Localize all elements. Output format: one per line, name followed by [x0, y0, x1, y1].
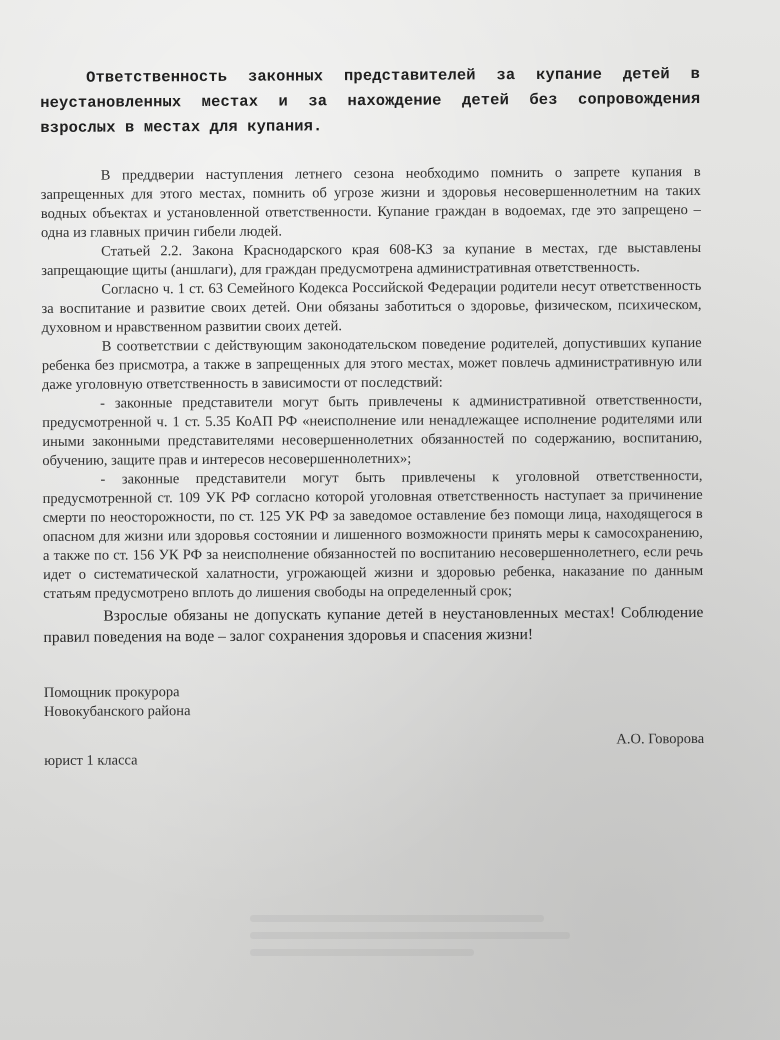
signature-position — [44, 683, 191, 722]
closing-statement: Взрослые обязаны не допускать купание детей в неустановленных местах! Соблюдение правил поведения на воде – залог сохранения здоровья и спасения жизни! — [43, 603, 704, 646]
paragraph-family-code: Согласно ч. 1 ст. 63 Семейного Кодекса Российской Федерации родители несут ответственность за воспитание и развитие своих детей. Они обязаны заботиться о здоровье, физическом, психическом, духовном и нравственном развитии своих детей. — [41, 277, 702, 336]
signature-rank: юрист 1 класса — [44, 752, 138, 769]
list-item-administrative: - законные представители могут быть привлечены к административной ответственности, предусмотренной ч. 1 ст. 5.35 КоАП РФ «неисполнение или ненадлежащее исполнение родителями или иными законными представителями несовершеннолетних обязанностей по содержанию, воспитанию, обучению, защите прав и интересов несовершеннолетних»; — [42, 391, 703, 469]
document-title: Ответственность законных представителей за купание детей в неустановленных местах и за нахождение детей без сопровождения взрослых в местах для купания. — [40, 64, 701, 137]
paragraph-intro: В преддверии наступления летнего сезона необходимо помнить о запрете купания в запрещенных для этого местах, помнить об угрозе жизни и здоровья несовершеннолетним на таких водных объектах и установленной ответственности. Купание граждан в водоемах, где это запрещено – одна из главных причин гибели людей. — [40, 163, 701, 241]
signature-block — [44, 680, 705, 784]
paragraph-liability: В соответствии с действующим законодательском поведение родителей, допустивших купание ребенка без присмотра, а также в запрещенных для этого местах, может повлечь административную или даже уголовную ответственность в зависимости от последствий: — [41, 334, 702, 393]
show-through-text — [250, 905, 570, 965]
signature-position-line1: Помощник прокурора — [43, 684, 180, 701]
document — [40, 62, 704, 784]
paragraph-regional-law: Статьей 2.2. Закона Краснодарского края 608-КЗ за купание в местах, где выставлены запрещающие щиты (аншлаги), для граждан предусмотрена административная ответственность. — [41, 239, 702, 279]
signature-name: А.О. Говорова — [616, 730, 705, 748]
signature-position-line2: Новокубанского района — [43, 703, 191, 720]
list-item-criminal: - законные представители могут быть привлечены к уголовной ответственности, предусмотренной ст. 109 УК РФ согласно которой уголовная ответственность наступает за причинение смерти по неосторожности, по ст. 125 УК РФ за заведомое оставление без помощи лица, находящегося в опасном для жизни или здоровья состоянии и лишенного возможности принять меры к самосохранению, а также по ст. 156 УК РФ за неисполнение обязанностей по воспитанию несовершеннолетнего, если речь идет о систематической халатности, угрожающей жизни и здоровью ребенка, наказание по данным статьям предусмотрено вплоть до лишения свободы на определенный срок; — [42, 467, 704, 602]
document-body — [41, 163, 704, 648]
